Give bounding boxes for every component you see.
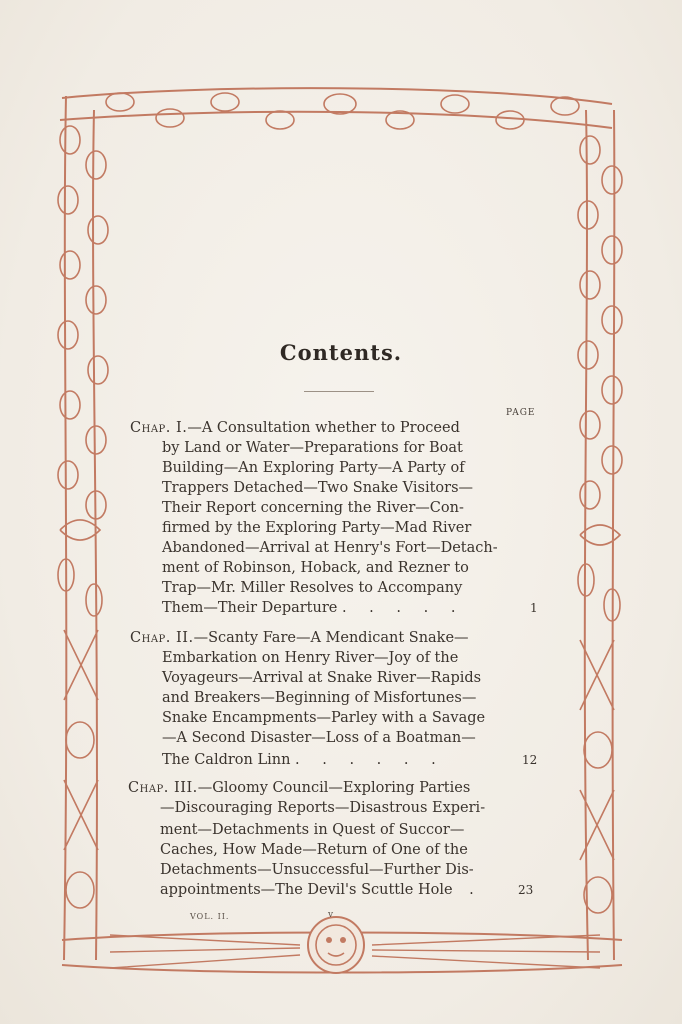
left-vine	[64, 96, 66, 960]
chapter-text-line: Caches, How Made—Return of One of the	[160, 842, 468, 858]
chapter-text-line: Snake Encampments—Parley with a Savage	[162, 710, 486, 726]
face-medallion	[308, 917, 364, 973]
chapter-text-line: Them—Their Departure	[162, 600, 338, 616]
chapter-text-line: Voyageurs—Arrival at Snake River—Rapids	[162, 670, 482, 686]
right-vine	[585, 110, 588, 960]
title-rule	[304, 391, 374, 392]
chapter-text-line: —Scanty Fare—A Mendicant Snake—	[193, 630, 469, 646]
dot-leader: .	[469, 882, 483, 898]
chapter-text-line: —Discouraging Reports—Disastrous Experi-	[160, 800, 486, 816]
chapter-text-line: Detachments—Unsuccessful—Further Dis-	[160, 862, 474, 878]
chapter-text-line: —Gloomy Council—Exploring Parties	[197, 780, 471, 796]
chapter-text-line: Trap—Mr. Miller Resolves to Accompany	[162, 580, 463, 596]
volume-signature: VOL. II.	[190, 912, 230, 921]
chapter-last-line	[160, 880, 483, 900]
chapter-label: Chap. I.	[130, 420, 188, 436]
page-number: 1	[530, 601, 538, 615]
page-number: 23	[518, 883, 534, 897]
chapter-text-line: Building—An Exploring Party—A Party of	[162, 460, 465, 476]
chapter-text-line: by Land or Water—Preparations for Boat	[162, 440, 463, 456]
dot-leader: . . . . . .	[295, 752, 445, 768]
chapter-text-line: Their Report concerning the River—Con-	[162, 500, 464, 516]
chapter-first-line	[130, 418, 460, 438]
chapter-first-line	[130, 628, 469, 648]
page-column-header: PAGE	[506, 408, 536, 418]
dot-leader: . . . . .	[341, 600, 465, 616]
chapter-text-line: firmed by the Exploring Party—Mad River	[162, 520, 472, 536]
chapter-last-line	[162, 750, 445, 770]
chapter-text-line: The Caldron Linn	[162, 752, 291, 768]
chapter-label: Chap. III.	[128, 780, 198, 796]
chapter-last-line	[162, 598, 464, 618]
chapter-text-line: appointments—The Devil's Scuttle Hole	[160, 882, 453, 898]
chapter-text-line: ment—Detachments in Quest of Succor—	[160, 822, 465, 838]
chapter-text-line: —A Consultation whether to Proceed	[187, 420, 460, 436]
chapter-text-line: and Breakers—Beginning of Misfortunes—	[162, 690, 477, 706]
page-number: 12	[522, 753, 538, 767]
chapter-label: Chap. II.	[130, 630, 194, 646]
leaf-pattern-top	[106, 93, 579, 129]
chapter-first-line	[128, 778, 470, 798]
page-signature: v	[328, 910, 334, 920]
chapter-text-line: Trappers Detached—Two Snake Visitors—	[162, 480, 474, 496]
page-title: Contents.	[279, 340, 403, 365]
top-vine	[62, 88, 612, 104]
chapter-text-line: Embarkation on Henry River—Joy of the	[162, 650, 459, 666]
chapter-text-line: Abandoned—Arrival at Henry's Fort—Detach-	[162, 540, 498, 556]
chapter-text-line: ment of Robinson, Hoback, and Rezner to	[162, 560, 469, 576]
chapter-text-line: —A Second Disaster—Loss of a Boatman—	[162, 730, 476, 746]
